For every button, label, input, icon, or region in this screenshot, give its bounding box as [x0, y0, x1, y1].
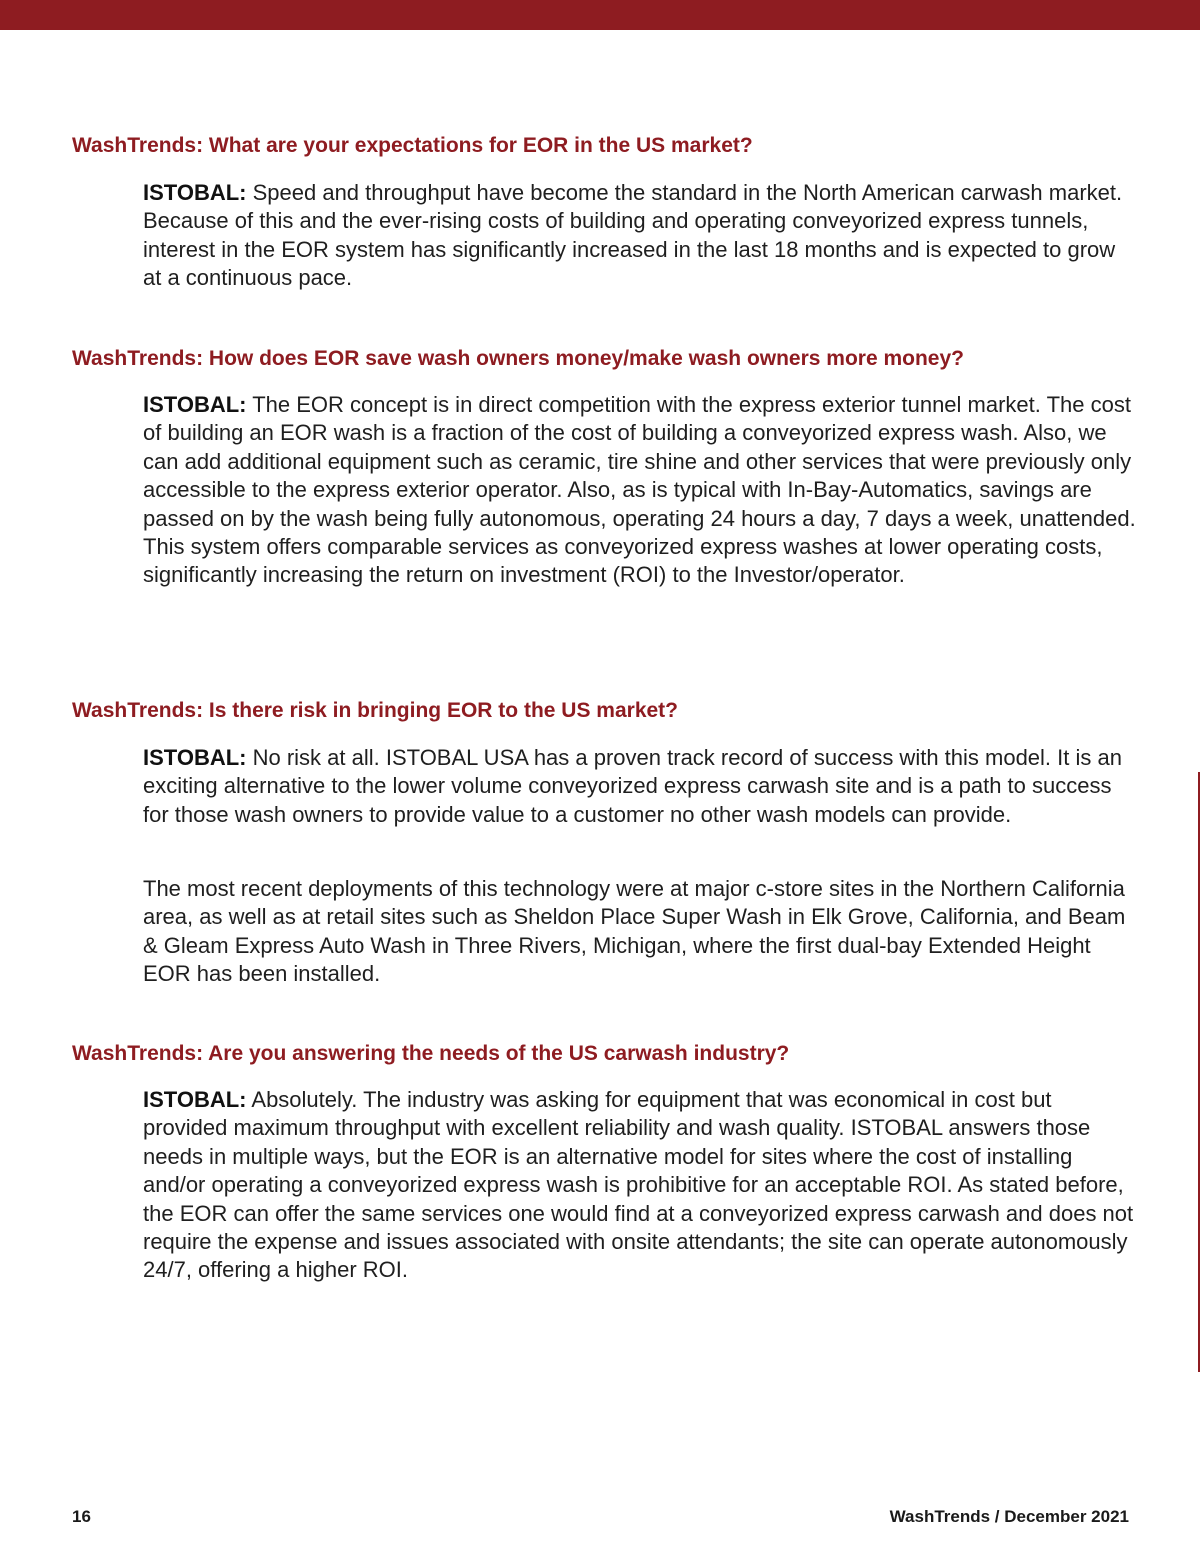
question-heading: WashTrends: What are your expectations for EOR in the US market? — [72, 134, 753, 157]
answer-paragraph — [143, 1086, 1138, 1285]
speaker-label: ISTOBAL: — [143, 180, 247, 205]
answer-paragraph — [143, 179, 1138, 293]
publication-footer: WashTrends / December 2021 — [889, 1507, 1129, 1526]
speaker-label: ISTOBAL: — [143, 745, 247, 770]
answer-text: The EOR concept is in direct competition with the express exterior tunnel market. The cost of building an EOR wash is a fraction of the cost of building a conveyorized express wash. Also, we can add additional equipment such as ceramic, tire shine and other services that were previously only accessible to the express exterior operator. Also, as is typical with In-Bay-Automatics, savings are passed on by the wash being fully autonomous, operating 24 hours a day, 7 days a week, unattended. This system offers comparable services as conveyorized express washes at lower operating costs, significantly increasing the return on investment (ROI) to the Investor/operator. — [143, 392, 1136, 588]
header-accent-bar — [0, 0, 1200, 30]
question-heading: WashTrends: How does EOR save wash owners money/make wash owners more money? — [72, 347, 964, 370]
question-heading: WashTrends: Is there risk in bringing EOR to the US market? — [72, 699, 678, 722]
answer-paragraph — [143, 391, 1138, 590]
speaker-label: ISTOBAL: — [143, 392, 247, 417]
question-heading: WashTrends: Are you answering the needs of the US carwash industry? — [72, 1042, 790, 1065]
answer-continuation-paragraph: The most recent deployments of this technology were at major c-store sites in the Northern California area, as well as at retail sites such as Sheldon Place Super Wash in Elk Grove, California, and Beam & Gleam Express Auto Wash in Three Rivers, Michigan, where the first dual-bay Extended Height EOR has been installed. — [143, 876, 1126, 987]
page-number: 16 — [72, 1507, 91, 1526]
speaker-label: ISTOBAL: — [143, 1087, 247, 1112]
answer-text: No risk at all. ISTOBAL USA has a proven track record of success with this model. It is an exciting alternative to the lower volume conveyorized express carwash site and is a path to success for those wash owners to provide value to a customer no other wash models can provide. — [143, 745, 1122, 827]
answer-text: Absolutely. The industry was asking for equipment that was economical in cost but provided maximum throughput with excellent reliability and wash quality. ISTOBAL answers those needs in multiple ways, but the EOR is an alternative model for sites where the cost of installing and/or operating a conveyorized express wash is prohibitive for an acceptable ROI. As stated before, the EOR can offer the same services one would find at a conveyorized express carwash and does not require the expense and issues associated with onsite attendants; the site can operate autonomously 24/7, offering a higher ROI. — [143, 1087, 1134, 1283]
answer-paragraph — [143, 744, 1138, 829]
answer-text: Speed and throughput have become the standard in the North American carwash market. Because of this and the ever-rising costs of building and operating conveyorized express tunnels, interest in the EOR system has significantly increased in the last 18 months and is expected to grow at a continuous pace. — [143, 180, 1123, 291]
